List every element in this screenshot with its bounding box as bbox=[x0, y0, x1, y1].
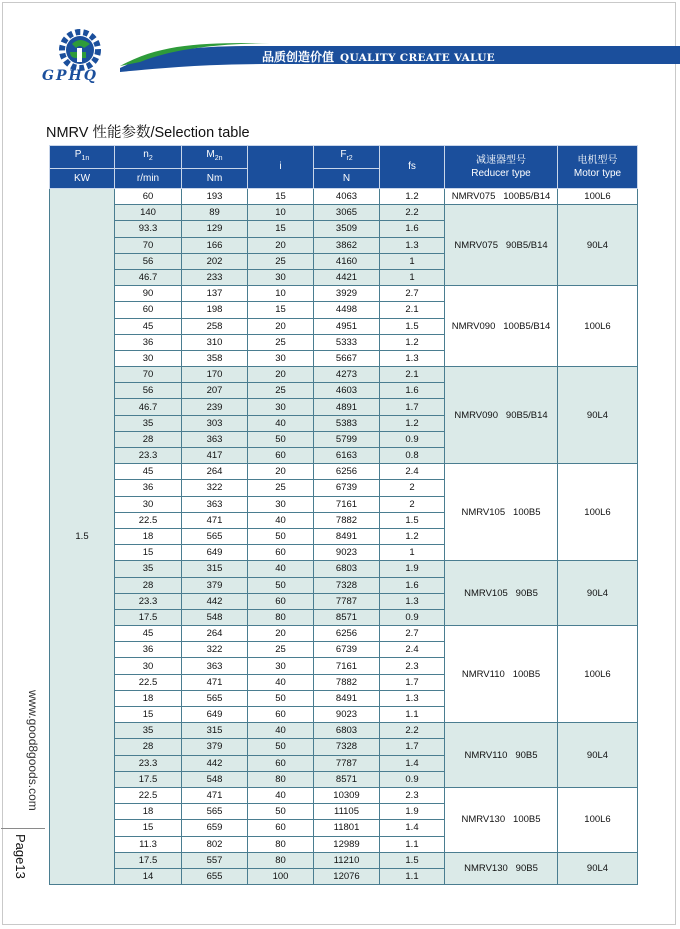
fr2-cell: 4498 bbox=[314, 302, 380, 318]
n2-cell: 18 bbox=[115, 528, 182, 544]
motor-type-cell: 100L6 bbox=[558, 464, 638, 561]
n2-cell: 17.5 bbox=[115, 852, 182, 868]
m2n-cell: 471 bbox=[182, 674, 248, 690]
side-divider bbox=[1, 828, 45, 829]
fr2-cell: 3862 bbox=[314, 237, 380, 253]
m2n-cell: 89 bbox=[182, 205, 248, 221]
table-row bbox=[50, 787, 638, 803]
fr2-cell: 7787 bbox=[314, 755, 380, 771]
n2-cell: 45 bbox=[115, 626, 182, 642]
m2n-cell: 363 bbox=[182, 658, 248, 674]
header-n: N bbox=[314, 169, 380, 189]
table-row bbox=[50, 367, 638, 383]
fs-cell: 0.9 bbox=[380, 771, 445, 787]
i-cell: 10 bbox=[248, 286, 314, 302]
i-cell: 25 bbox=[248, 253, 314, 269]
n2-cell: 15 bbox=[115, 707, 182, 723]
fs-cell: 1.9 bbox=[380, 804, 445, 820]
m2n-cell: 471 bbox=[182, 512, 248, 528]
i-cell: 60 bbox=[248, 545, 314, 561]
fs-cell: 1.7 bbox=[380, 739, 445, 755]
n2-cell: 35 bbox=[115, 415, 182, 431]
header-m2n: $M_{2n}$ bbox=[182, 146, 248, 169]
m2n-cell: 315 bbox=[182, 561, 248, 577]
fs-cell: 1.4 bbox=[380, 755, 445, 771]
fr2-cell: 4063 bbox=[314, 189, 380, 205]
i-cell: 60 bbox=[248, 707, 314, 723]
fs-cell: 1.3 bbox=[380, 350, 445, 366]
m2n-cell: 363 bbox=[182, 496, 248, 512]
fr2-cell: 5799 bbox=[314, 431, 380, 447]
reducer-type-cell: NMRV090 90B5/B14 bbox=[445, 367, 558, 464]
m2n-cell: 557 bbox=[182, 852, 248, 868]
n2-cell: 46.7 bbox=[115, 269, 182, 285]
fs-cell: 1 bbox=[380, 545, 445, 561]
m2n-cell: 802 bbox=[182, 836, 248, 852]
i-cell: 40 bbox=[248, 415, 314, 431]
table-row bbox=[50, 205, 638, 221]
n2-cell: 45 bbox=[115, 318, 182, 334]
m2n-cell: 548 bbox=[182, 609, 248, 625]
fs-cell: 1.6 bbox=[380, 221, 445, 237]
side-page-number bbox=[14, 834, 28, 914]
fs-cell: 1.1 bbox=[380, 868, 445, 884]
i-cell: 30 bbox=[248, 350, 314, 366]
fr2-cell: 7787 bbox=[314, 593, 380, 609]
i-cell: 15 bbox=[248, 189, 314, 205]
i-cell: 50 bbox=[248, 739, 314, 755]
fr2-cell: 6803 bbox=[314, 561, 380, 577]
fr2-cell: 4603 bbox=[314, 383, 380, 399]
m2n-cell: 166 bbox=[182, 237, 248, 253]
power-cell: 1.5 bbox=[50, 189, 115, 885]
motor-type-cell: 90L4 bbox=[558, 367, 638, 464]
fs-cell: 0.9 bbox=[380, 431, 445, 447]
fr2-cell: 7161 bbox=[314, 658, 380, 674]
fs-cell: 2 bbox=[380, 480, 445, 496]
m2n-cell: 322 bbox=[182, 642, 248, 658]
m2n-cell: 548 bbox=[182, 771, 248, 787]
header-p1n: $P_{1n}$ bbox=[50, 146, 115, 169]
m2n-cell: 565 bbox=[182, 690, 248, 706]
fs-cell: 1 bbox=[380, 253, 445, 269]
slogan-en: QUALITY CREATE VALUE bbox=[340, 52, 495, 64]
m2n-cell: 170 bbox=[182, 367, 248, 383]
fr2-cell: 7161 bbox=[314, 496, 380, 512]
fr2-cell: 10309 bbox=[314, 787, 380, 803]
fs-cell: 2.4 bbox=[380, 464, 445, 480]
m2n-cell: 649 bbox=[182, 707, 248, 723]
fs-cell: 1.9 bbox=[380, 561, 445, 577]
header-fr2: $F_{r2}$ bbox=[314, 146, 380, 169]
fr2-cell: 6739 bbox=[314, 480, 380, 496]
table-row bbox=[50, 561, 638, 577]
i-cell: 25 bbox=[248, 383, 314, 399]
website-text: www.good8goods.com bbox=[26, 690, 40, 811]
m2n-cell: 565 bbox=[182, 804, 248, 820]
n2-cell: 15 bbox=[115, 545, 182, 561]
fs-cell: 1.5 bbox=[380, 512, 445, 528]
n2-cell: 17.5 bbox=[115, 609, 182, 625]
fr2-cell: 7882 bbox=[314, 512, 380, 528]
fr2-cell: 5383 bbox=[314, 415, 380, 431]
i-cell: 50 bbox=[248, 528, 314, 544]
n2-cell: 56 bbox=[115, 253, 182, 269]
table-row bbox=[50, 852, 638, 868]
motor-type-cell: 100L6 bbox=[558, 626, 638, 723]
fs-cell: 1.3 bbox=[380, 690, 445, 706]
fs-cell: 2.1 bbox=[380, 302, 445, 318]
fr2-cell: 3065 bbox=[314, 205, 380, 221]
fs-cell: 2.2 bbox=[380, 723, 445, 739]
reducer-type-cell: NMRV075 100B5/B14 bbox=[445, 189, 558, 205]
fs-cell: 2.7 bbox=[380, 286, 445, 302]
fr2-cell: 9023 bbox=[314, 545, 380, 561]
i-cell: 60 bbox=[248, 448, 314, 464]
i-cell: 80 bbox=[248, 609, 314, 625]
m2n-cell: 193 bbox=[182, 189, 248, 205]
n2-cell: 15 bbox=[115, 820, 182, 836]
fr2-cell: 7328 bbox=[314, 739, 380, 755]
fr2-cell: 5667 bbox=[314, 350, 380, 366]
reducer-type-cell: NMRV110 100B5 bbox=[445, 626, 558, 723]
fr2-cell: 8571 bbox=[314, 609, 380, 625]
n2-cell: 28 bbox=[115, 577, 182, 593]
i-cell: 40 bbox=[248, 723, 314, 739]
fs-cell: 1.2 bbox=[380, 334, 445, 350]
i-cell: 50 bbox=[248, 804, 314, 820]
motor-type-cell: 100L6 bbox=[558, 787, 638, 852]
header-rmin: r/min bbox=[115, 169, 182, 189]
n2-cell: 17.5 bbox=[115, 771, 182, 787]
n2-cell: 46.7 bbox=[115, 399, 182, 415]
fs-cell: 2.4 bbox=[380, 642, 445, 658]
i-cell: 100 bbox=[248, 868, 314, 884]
header-n2: $n_2$ bbox=[115, 146, 182, 169]
reducer-en: Reducer type bbox=[471, 168, 531, 179]
n2-cell: 22.5 bbox=[115, 512, 182, 528]
n2-cell: 14 bbox=[115, 868, 182, 884]
n2-cell: 35 bbox=[115, 723, 182, 739]
motor-type-cell: 100L6 bbox=[558, 189, 638, 205]
i-cell: 40 bbox=[248, 512, 314, 528]
fr2-cell: 7882 bbox=[314, 674, 380, 690]
m2n-cell: 239 bbox=[182, 399, 248, 415]
n2-cell: 56 bbox=[115, 383, 182, 399]
i-cell: 30 bbox=[248, 496, 314, 512]
n2-cell: 93.3 bbox=[115, 221, 182, 237]
m2n-cell: 442 bbox=[182, 593, 248, 609]
fs-cell: 1 bbox=[380, 269, 445, 285]
m2n-cell: 137 bbox=[182, 286, 248, 302]
m2n-cell: 565 bbox=[182, 528, 248, 544]
table-body bbox=[50, 189, 638, 885]
header-kw: KW bbox=[50, 169, 115, 189]
n2-cell: 140 bbox=[115, 205, 182, 221]
header-nm: Nm bbox=[182, 169, 248, 189]
i-cell: 25 bbox=[248, 334, 314, 350]
n2-cell: 90 bbox=[115, 286, 182, 302]
fs-cell: 2.1 bbox=[380, 367, 445, 383]
fs-cell: 1.1 bbox=[380, 707, 445, 723]
side-website bbox=[28, 690, 40, 820]
i-cell: 80 bbox=[248, 836, 314, 852]
n2-cell: 30 bbox=[115, 350, 182, 366]
fr2-cell: 4273 bbox=[314, 367, 380, 383]
table-row bbox=[50, 286, 638, 302]
header-slogan bbox=[262, 48, 495, 65]
reducer-type-cell: NMRV105 100B5 bbox=[445, 464, 558, 561]
table-header bbox=[50, 146, 638, 189]
fr2-cell: 9023 bbox=[314, 707, 380, 723]
m2n-cell: 258 bbox=[182, 318, 248, 334]
header-motor-type bbox=[558, 146, 638, 189]
slogan-cn: 品质创造价值 bbox=[262, 50, 335, 64]
i-cell: 40 bbox=[248, 787, 314, 803]
n2-cell: 28 bbox=[115, 739, 182, 755]
i-cell: 20 bbox=[248, 367, 314, 383]
n2-cell: 36 bbox=[115, 480, 182, 496]
fr2-cell: 11105 bbox=[314, 804, 380, 820]
n2-cell: 23.3 bbox=[115, 755, 182, 771]
m2n-cell: 655 bbox=[182, 868, 248, 884]
fs-cell: 1.6 bbox=[380, 383, 445, 399]
fr2-cell: 6163 bbox=[314, 448, 380, 464]
fs-cell: 2.3 bbox=[380, 787, 445, 803]
m2n-cell: 363 bbox=[182, 431, 248, 447]
fr2-cell: 6803 bbox=[314, 723, 380, 739]
i-cell: 50 bbox=[248, 577, 314, 593]
fr2-cell: 5333 bbox=[314, 334, 380, 350]
m2n-cell: 649 bbox=[182, 545, 248, 561]
motor-cn: 电机型号 bbox=[577, 155, 618, 166]
m2n-cell: 379 bbox=[182, 739, 248, 755]
fs-cell: 1.3 bbox=[380, 593, 445, 609]
fr2-cell: 3929 bbox=[314, 286, 380, 302]
i-cell: 80 bbox=[248, 852, 314, 868]
fr2-cell: 4160 bbox=[314, 253, 380, 269]
i-cell: 30 bbox=[248, 658, 314, 674]
m2n-cell: 442 bbox=[182, 755, 248, 771]
fr2-cell: 12076 bbox=[314, 868, 380, 884]
n2-cell: 18 bbox=[115, 804, 182, 820]
i-cell: 10 bbox=[248, 205, 314, 221]
i-cell: 20 bbox=[248, 237, 314, 253]
n2-cell: 22.5 bbox=[115, 787, 182, 803]
motor-en: Motor type bbox=[573, 168, 622, 179]
fs-cell: 1.5 bbox=[380, 852, 445, 868]
m2n-cell: 207 bbox=[182, 383, 248, 399]
n2-cell: 70 bbox=[115, 237, 182, 253]
table-row bbox=[50, 189, 638, 205]
fs-cell: 1.1 bbox=[380, 836, 445, 852]
n2-cell: 23.3 bbox=[115, 448, 182, 464]
fs-cell: 0.9 bbox=[380, 609, 445, 625]
i-cell: 20 bbox=[248, 626, 314, 642]
m2n-cell: 129 bbox=[182, 221, 248, 237]
logo-text: GPHQ bbox=[42, 68, 98, 84]
n2-cell: 11.3 bbox=[115, 836, 182, 852]
fr2-cell: 8491 bbox=[314, 528, 380, 544]
m2n-cell: 264 bbox=[182, 464, 248, 480]
n2-cell: 18 bbox=[115, 690, 182, 706]
i-cell: 20 bbox=[248, 464, 314, 480]
fr2-cell: 11210 bbox=[314, 852, 380, 868]
page-title: NMRV 性能参数/Selection table bbox=[46, 125, 250, 141]
fr2-cell: 6256 bbox=[314, 626, 380, 642]
m2n-cell: 322 bbox=[182, 480, 248, 496]
n2-cell: 60 bbox=[115, 189, 182, 205]
n2-cell: 45 bbox=[115, 464, 182, 480]
i-cell: 60 bbox=[248, 755, 314, 771]
fr2-cell: 4891 bbox=[314, 399, 380, 415]
m2n-cell: 198 bbox=[182, 302, 248, 318]
reducer-type-cell: NMRV130 100B5 bbox=[445, 787, 558, 852]
m2n-cell: 417 bbox=[182, 448, 248, 464]
fr2-cell: 12989 bbox=[314, 836, 380, 852]
n2-cell: 28 bbox=[115, 431, 182, 447]
i-cell: 25 bbox=[248, 480, 314, 496]
fs-cell: 1.3 bbox=[380, 237, 445, 253]
i-cell: 40 bbox=[248, 674, 314, 690]
m2n-cell: 659 bbox=[182, 820, 248, 836]
m2n-cell: 303 bbox=[182, 415, 248, 431]
motor-type-cell: 90L4 bbox=[558, 561, 638, 626]
i-cell: 80 bbox=[248, 771, 314, 787]
fs-cell: 2.2 bbox=[380, 205, 445, 221]
reducer-type-cell: NMRV105 90B5 bbox=[445, 561, 558, 626]
i-cell: 60 bbox=[248, 820, 314, 836]
i-cell: 25 bbox=[248, 642, 314, 658]
m2n-cell: 379 bbox=[182, 577, 248, 593]
reducer-type-cell: NMRV130 90B5 bbox=[445, 852, 558, 884]
n2-cell: 60 bbox=[115, 302, 182, 318]
fs-cell: 1.7 bbox=[380, 399, 445, 415]
motor-type-cell: 90L4 bbox=[558, 852, 638, 884]
i-cell: 20 bbox=[248, 318, 314, 334]
i-cell: 30 bbox=[248, 399, 314, 415]
i-cell: 40 bbox=[248, 561, 314, 577]
fs-cell: 1.2 bbox=[380, 189, 445, 205]
fs-cell: 1.2 bbox=[380, 528, 445, 544]
page-number-text: Page13 bbox=[13, 834, 28, 879]
table-row bbox=[50, 626, 638, 642]
selection-table bbox=[49, 145, 638, 885]
fs-cell: 0.8 bbox=[380, 448, 445, 464]
m2n-cell: 202 bbox=[182, 253, 248, 269]
fs-cell: 2.3 bbox=[380, 658, 445, 674]
reducer-type-cell: NMRV090 100B5/B14 bbox=[445, 286, 558, 367]
i-cell: 15 bbox=[248, 221, 314, 237]
n2-cell: 23.3 bbox=[115, 593, 182, 609]
n2-cell: 35 bbox=[115, 561, 182, 577]
fs-cell: 2.7 bbox=[380, 626, 445, 642]
table-row bbox=[50, 723, 638, 739]
i-cell: 15 bbox=[248, 302, 314, 318]
n2-cell: 36 bbox=[115, 334, 182, 350]
n2-cell: 30 bbox=[115, 658, 182, 674]
m2n-cell: 315 bbox=[182, 723, 248, 739]
header-fs: fs bbox=[380, 146, 445, 189]
fs-cell: 1.5 bbox=[380, 318, 445, 334]
fr2-cell: 7328 bbox=[314, 577, 380, 593]
fr2-cell: 4421 bbox=[314, 269, 380, 285]
header-reducer-type bbox=[445, 146, 558, 189]
m2n-cell: 233 bbox=[182, 269, 248, 285]
m2n-cell: 264 bbox=[182, 626, 248, 642]
table-row bbox=[50, 464, 638, 480]
m2n-cell: 471 bbox=[182, 787, 248, 803]
fs-cell: 1.4 bbox=[380, 820, 445, 836]
i-cell: 50 bbox=[248, 690, 314, 706]
fs-cell: 1.2 bbox=[380, 415, 445, 431]
reducer-cn: 减速器型号 bbox=[476, 155, 526, 166]
header-i: i bbox=[248, 146, 314, 189]
reducer-type-cell: NMRV075 90B5/B14 bbox=[445, 205, 558, 286]
fr2-cell: 8491 bbox=[314, 690, 380, 706]
reducer-type-cell: NMRV110 90B5 bbox=[445, 723, 558, 788]
n2-cell: 30 bbox=[115, 496, 182, 512]
i-cell: 50 bbox=[248, 431, 314, 447]
fr2-cell: 11801 bbox=[314, 820, 380, 836]
motor-type-cell: 100L6 bbox=[558, 286, 638, 367]
fr2-cell: 8571 bbox=[314, 771, 380, 787]
motor-type-cell: 90L4 bbox=[558, 723, 638, 788]
fs-cell: 1.6 bbox=[380, 577, 445, 593]
i-cell: 30 bbox=[248, 269, 314, 285]
motor-type-cell: 90L4 bbox=[558, 205, 638, 286]
fr2-cell: 6256 bbox=[314, 464, 380, 480]
fr2-cell: 6739 bbox=[314, 642, 380, 658]
n2-cell: 36 bbox=[115, 642, 182, 658]
n2-cell: 70 bbox=[115, 367, 182, 383]
i-cell: 60 bbox=[248, 593, 314, 609]
fr2-cell: 3509 bbox=[314, 221, 380, 237]
m2n-cell: 310 bbox=[182, 334, 248, 350]
fs-cell: 2 bbox=[380, 496, 445, 512]
m2n-cell: 358 bbox=[182, 350, 248, 366]
fr2-cell: 4951 bbox=[314, 318, 380, 334]
fs-cell: 1.7 bbox=[380, 674, 445, 690]
n2-cell: 22.5 bbox=[115, 674, 182, 690]
